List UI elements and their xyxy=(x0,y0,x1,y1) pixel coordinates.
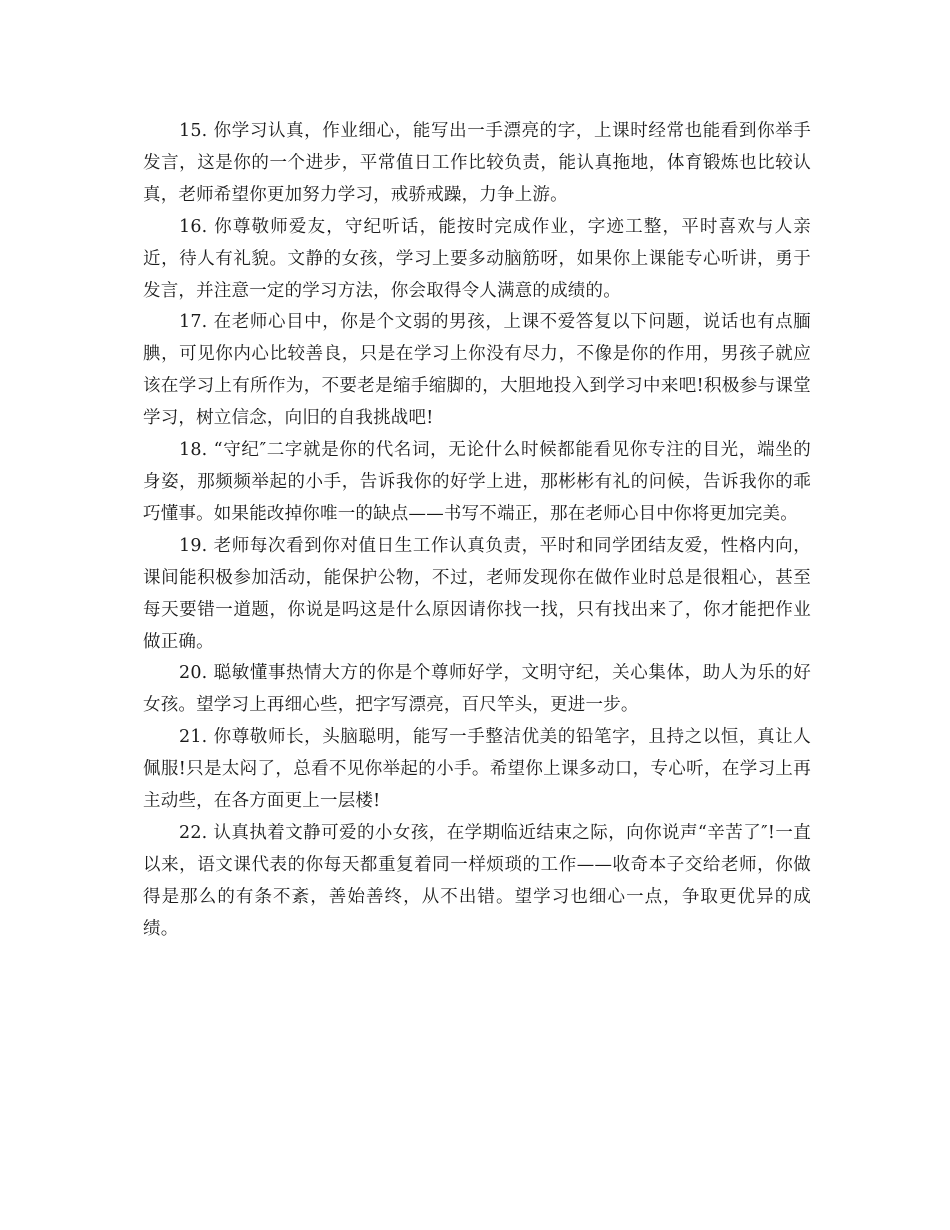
paragraph-16: 16. 你尊敬师爱友，守纪听话，能按时完成作业，字迹工整，平时喜欢与人亲近，待人有礼貌。文静的女孩，学习上要多动脑筋呀，如果你上课能专心听讲，勇于发言，并注意一定的学习方法，你会取得令人满意的成绩的。 xyxy=(143,216,811,301)
paragraph-20: 20. 聪敏懂事热情大方的你是个尊师好学，文明守纪，关心集体，助人为乐的好女孩。望学习上再细心些，把字写漂亮，百尺竿头，更进一步。 xyxy=(143,663,811,716)
paragraph-19: 19. 老师每次看到你对值日生工作认真负责，平时和同学团结友爱，性格内向，课间能积极参加活动，能保护公物，不过，老师发现你在做作业时总是很粗心，甚至每天要错一道题，你说是吗这是什么原因请你找一找，只有找出来了，你才能把作业做正确。 xyxy=(143,535,811,652)
paragraph-15: 15. 你学习认真，作业细心，能写出一手漂亮的字，上课时经常也能看到你举手发言，这是你的一个进步，平常值日工作比较负责，能认真拖地，体育锻炼也比较认真，老师希望你更加努力学习，戒骄戒躁，力争上游。 xyxy=(143,121,811,205)
paragraph-22: 22. 认真执着文静可爱的小女孩，在学期临近结束之际，向你说声“辛苦了″!一直以来，语文课代表的你每天都重复着同一样烦琐的工作——收奇本子交给老师，你做得是那么的有条不紊，善始善终，从不出错。望学习也细心一点，争取更优异的成绩。 xyxy=(143,822,811,939)
paragraph-18: 18. “守纪″二字就是你的代名词，无论什么时候都能看见你专注的目光，端坐的身姿，那频频举起的小手，告诉我你的好学上进，那彬彬有礼的问候，告诉我你的乖巧懂事。如果能改掉你唯一的缺点——书写不端正，那在老师心目中你将更加完美。 xyxy=(143,440,811,524)
paragraph-17: 17. 在老师心目中，你是个文弱的男孩，上课不爱答复以下问题，说话也有点腼腆，可见你内心比较善良，只是在学习上你没有尽力，不像是你的作用，男孩子就应该在学习上有所作为，不要老是缩手缩脚的，大胆地投入到学习中来吧!积极参与课堂学习，树立信念，向旧的自我挑战吧! xyxy=(143,312,811,429)
document-body xyxy=(143,116,811,946)
paragraph-21: 21. 你尊敬师长，头脑聪明，能写一手整洁优美的铅笔字，且持之以恒，真让人佩服!只是太闷了，总看不见你举起的小手。希望你上课多动口，专心听，在学习上再主动些，在各方面更上一层楼! xyxy=(143,727,811,812)
